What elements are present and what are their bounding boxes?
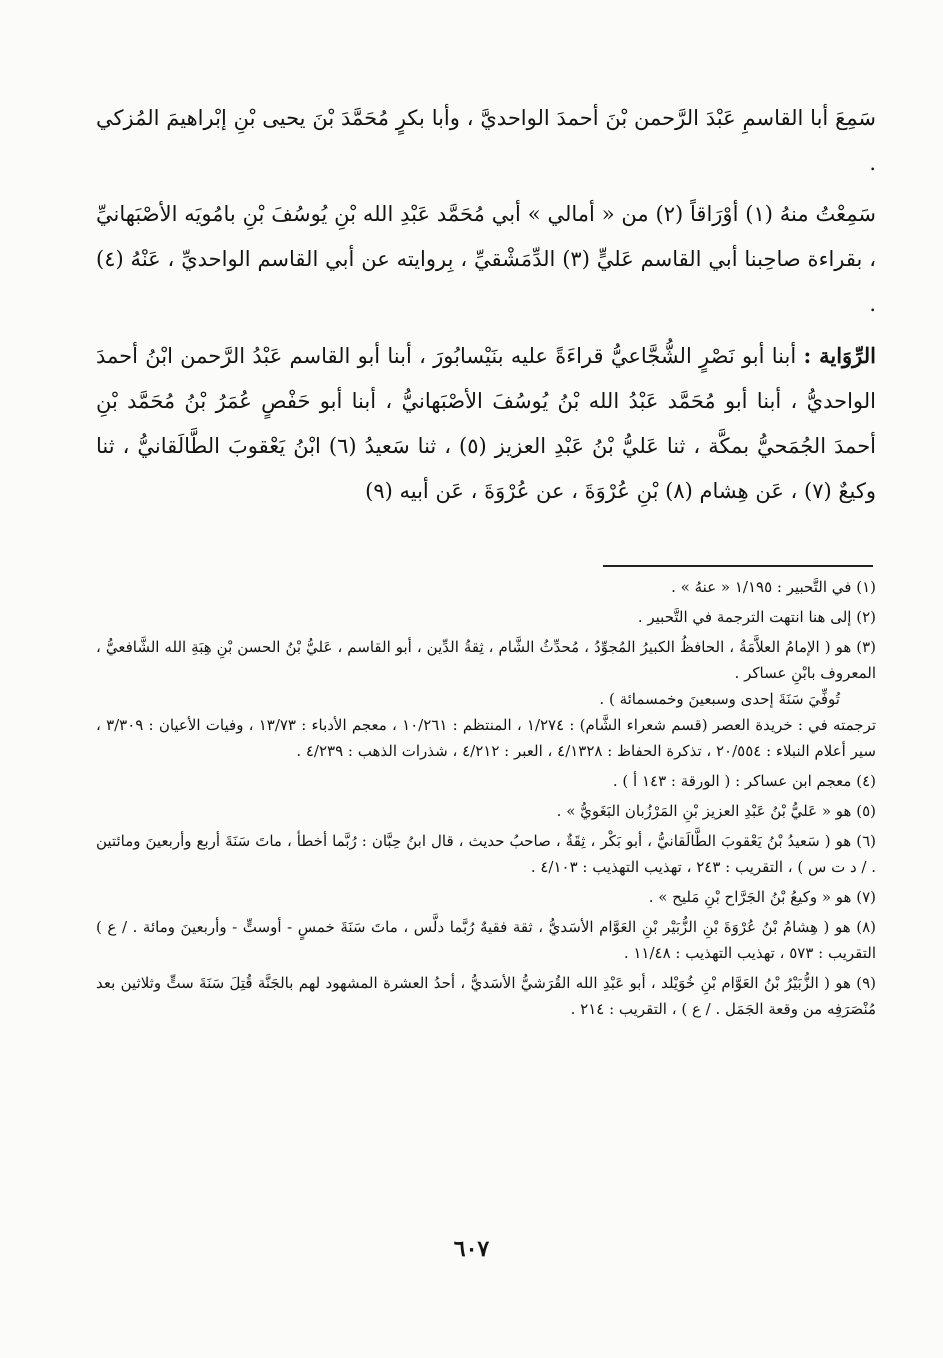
footnote-4: (٤) معجم ابن عساكر : ( الورقة : ١٤٣ أ ) . [612,772,876,790]
footnote-3-sources: ترجمته في : خريدة العصر (قسم شعراء الشَّام) : ١/٢٧٤ ، المنتظم : ١٠/٢٦١ ، معجم الأدباء : ١٣/٧٣ ، وفيات الأعيان : ٣/٣٠٩ ، سير أعلام النبلاء : ٢٠/٥٥٤ ، تذكرة الحفاظ : ٤/١٣٢٨ ، العبر : ٤/٢١٢ ، شذرات الذهب : ٤/٢٣٩ . [96,716,877,760]
footnote-3 [96,634,876,764]
riwaya-heading: الرِّوَاية : [803,343,876,368]
footnote-divider [603,565,873,567]
footnote-5: (٥) هو « عَليُّ بْنُ عَبْدِ العزيز بْنِ المَرْزُبان البَغَويُّ » . [556,802,876,820]
riwaya-text: أبنا أبو نَصْرٍ الشُّجَّاعيُّ قراءَةً عليه بنَيْسابُورَ ، أبنا أبو القاسم عَبْدُ الرَّحمن ابْنُ أحمدَ الواحديُّ ، أبنا أبو مُحَمَّد عَبْدُ الله بْنُ يُوسُفَ الأصْبَهانيُّ ، أبنا أبو حَفْصٍ عُمَرُ بْنُ مُحَمَّد بْنِ أحمدَ الجُمَحيُّ بمكَّة ، ثنا عَليُّ بْنُ عَبْدِ العزيز (٥) ، ثنا سَعيدُ (٦) ابْنُ يَعْقوبَ الطَّالَقانيُّ ، ثنا وكيعٌ (٧) ، عَن هِشام (٨) بْنِ عُرْوَةَ ، عن عُرْوَةَ ، عَن أبيه (٩) [96,344,877,503]
footnote-2: (٢) إلى هنا انتهت الترجمة في التَّحبير . [637,608,876,626]
footnote-8: (٨) هو ( هِشامُ بْنُ عُرْوَةَ بْنِ الزُّبَيْر بْنِ العَوَّام الأسَديُّ ، ثقة فقيهٌ رُبَّما دلَّس ، ماتَ سَنَةَ خمسٍ - أوستٍّ - وأربعينَ ومائة . / ع ) التقريب : ٥٧٣ ، تهذيب التهذيب : ١١/٤٨ . [96,918,876,962]
footnote-9: (٩) هو ( الزُّبَيْرُ بْنُ العَوَّام بْنِ خُوَيْلد ، أبو عَبْدِ الله القُرَشيُّ الأسَديُّ ، أحدُ العشرة المشهود لهم بالجَنَّة قُتِلَ سَنَةَ ستٍّ وثلاثين بعد مُنْصَرَفِه من وقعة الجَمَل . / ع ) ، التقريب : ٢١٤ . [96,974,876,1018]
paragraph-1: سَمِعَ أبا القاسمِ عَبْدَ الرَّحمن بْنَ أحمدَ الواحديَّ ، وأبا بكرٍ مُحَمَّدَ بْنَ يحيى بْنِ إبْراهيمَ المُزكي . [96,106,876,175]
footnote-7: (٧) هو « وكيعُ بْنُ الجَرَّاح بْنِ مَليح » . [648,888,876,906]
footnotes [96,574,876,1026]
footnote-3-text: (٣) هو ( الإمامُ العلاَّمَةُ ، الحافظُ الكبيرُ المُجوِّدُ ، مُحدِّثُ الشَّام ، ثِقةُ الدِّين ، أبو القاسم ، عَليُّ بْنُ الحسن بْنِ هِبَةِ الله الشَّافعيُّ ، المعروف بابْنِ عساكر . [96,638,876,682]
main-text [96,96,876,520]
paragraph-3 [96,333,876,514]
page-number: ٦٠٧ [453,1236,490,1262]
footnote-6: (٦) هو ( سَعيدُ بْنُ يَعْقوبَ الطَّالَقانيُّ ، أبو بَكْر ، ثِقَةٌ ، صاحبُ حديث ، قال ابنُ حِبَّان : رُبَّما أخطأ ، ماتَ سَنَةَ أربع وأربعينَ ومائتين . / د ت س ) ، التقريب : ٢٤٣ ، تهذيب التهذيب : ٤/١٠٣ . [96,832,876,876]
footnote-1: (١) في التَّحبير : ١/١٩٥ « عنهُ » . [671,578,876,596]
footnote-3-death: تُوفِّيَ سَنَةَ إحدى وسبعينَ وخمسمائة ) . [599,690,840,708]
paragraph-2: سَمِعْتُ منهُ (١) أوْرَاقاً (٢) من « أمالي » أبي مُحَمَّد عَبْدِ الله بْنِ يُوسُفَ بْنِ بامُويَه الأصْبَهانيِّ ، بقراءة صاحِبنا أبي القاسم عَليٍّ (٣) الدِّمَشْقيِّ ، بِروايته عن أبي القاسم الواحديِّ ، عَنْهُ (٤) . [96,202,876,316]
